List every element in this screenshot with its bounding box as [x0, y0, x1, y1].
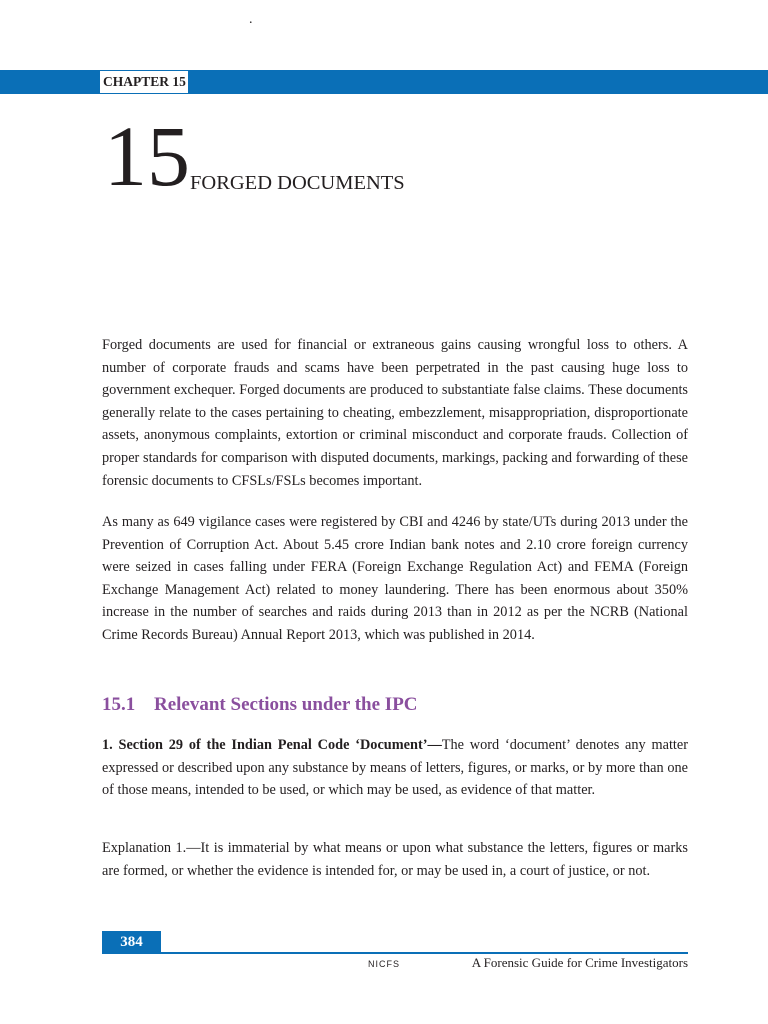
explanation-paragraph: Explanation 1.—It is immaterial by what means or upon what substance the letters, figures or marks are formed, or whether the evidence is intended for, or may be used in, a court of justice, or not.: [102, 840, 688, 879]
footer-rule: [102, 952, 688, 954]
section-title: Relevant Sections under the IPC: [154, 694, 418, 715]
intro-paragraph: Forged documents are used for financial or extraneous gains causing wrongful loss to others. A number of corporate frauds and scams have been perpetrated in the past causing huge loss to government exchequer. Forged documents are produced to substantiate false claims. These documents generally relate to the cases pertaining to cheating, embezzlement, misappropriation, disproportionate assets, anonymous complaints, extortion or criminal misconduct and corporate frauds. Collection of proper standards for comparison with disputed documents, markings, packing and forwarding of these forensic documents to CFSLs/FSLs becomes important.: [102, 337, 688, 489]
section-heading: [102, 692, 418, 718]
stray-mark: .: [249, 12, 253, 27]
statistics-paragraph: As many as 649 vigilance cases were registered by CBI and 4246 by state/UTs during 2013 under the Prevention of Corruption Act. About 5.45 crore Indian bank notes and 2.10 crore foreign currency were seized in cases falling under FERA (Foreign Exchange Regulation Act) and FEMA (Foreign Exchange Management Act) related to money laundering. There has been enormous about 350% increase in the number of searches and raids during 2013 than in 2012 as per the NCRB (National Crime Records Bureau) Annual Report 2013, which was published in 2014.: [102, 514, 688, 643]
chapter-title: FORGED DOCUMENTS: [190, 172, 405, 194]
section-number: 15.1: [102, 694, 136, 715]
section-29-paragraph: [102, 734, 688, 802]
footer-org: NICFS: [368, 959, 400, 969]
chapter-label: CHAPTER 15: [100, 71, 188, 93]
page-number: 384: [102, 931, 161, 954]
chapter-number: 15: [104, 108, 190, 204]
section-29-text: The word ‘document’ denotes any matter expressed or described upon any substance by means of letters, figures, or marks, or by more than one of those means, intended to be used, or which may be used, as evidence of that matter.: [102, 737, 688, 799]
footer-book-title: A Forensic Guide for Crime Investigators: [471, 955, 688, 970]
section-29-lead: 1. Section 29 of the Indian Penal Code ‘Document’—: [102, 737, 442, 753]
